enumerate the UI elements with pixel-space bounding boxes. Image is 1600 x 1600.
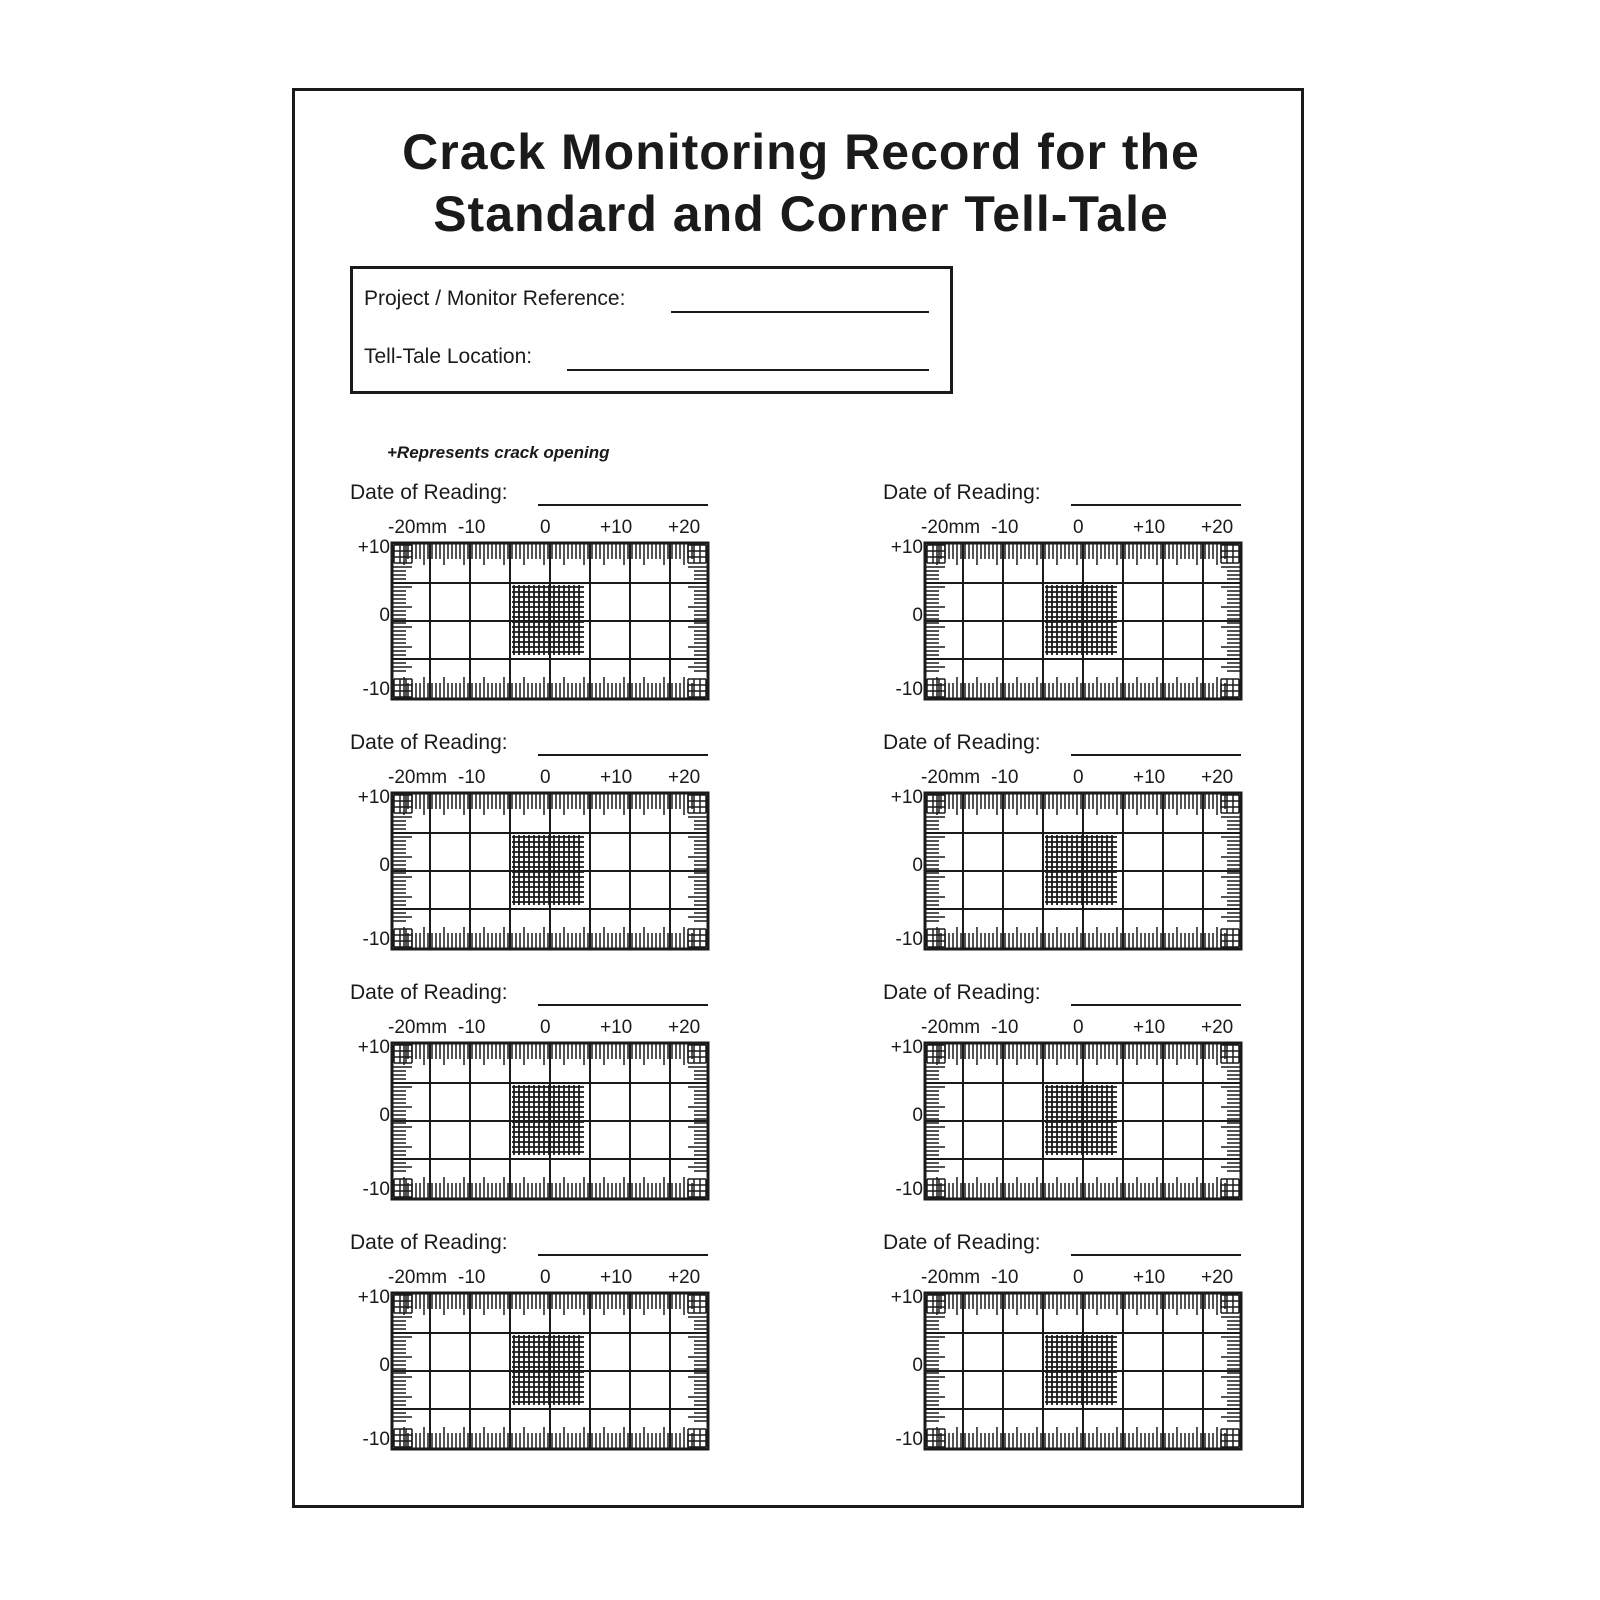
y-scale-tick-label: +10 (890, 1037, 923, 1058)
y-scale-tick-label: +10 (890, 787, 923, 808)
x-scale-tick-label: +10 (600, 1267, 633, 1288)
x-scale-tick-label: -10 (991, 1017, 1019, 1038)
tell-tale-grid-graphic (923, 1041, 1243, 1201)
x-scale-tick-label: 0 (1073, 1267, 1084, 1288)
x-scale-tick-label: +10 (1133, 767, 1166, 788)
x-scale-tick-label: -20mm (388, 1267, 448, 1288)
x-scale-tick-label: +20 (668, 1017, 701, 1038)
x-scale-tick-label: 0 (540, 1017, 551, 1038)
tell-tale-location-field[interactable] (567, 369, 929, 371)
date-of-reading-field[interactable] (1071, 1254, 1241, 1256)
x-scale-tick-label: +20 (668, 1267, 701, 1288)
title-line-1: Crack Monitoring Record for the (402, 124, 1200, 180)
y-scale-tick-label: -10 (362, 1179, 390, 1200)
x-scale-tick-label: -10 (991, 767, 1019, 788)
y-scale-tick-label: -10 (895, 1179, 923, 1200)
date-of-reading-field[interactable] (1071, 754, 1241, 756)
x-scale-tick-label: +20 (668, 517, 701, 538)
x-scale-tick-label: 0 (1073, 767, 1084, 788)
date-of-reading-label: Date of Reading: (883, 481, 1041, 504)
x-scale-tick-label: +20 (1201, 1267, 1234, 1288)
y-scale-tick-label: +10 (357, 1287, 390, 1308)
y-scale-tick-label: +10 (890, 1287, 923, 1308)
gauge-record-2 (883, 481, 1263, 717)
date-of-reading-label: Date of Reading: (350, 731, 508, 754)
x-scale-tick-label: -10 (991, 1267, 1019, 1288)
x-scale-tick-label: +10 (1133, 1267, 1166, 1288)
y-scale-tick-label: 0 (379, 1355, 390, 1376)
y-scale-tick-label: 0 (379, 855, 390, 876)
date-of-reading-label: Date of Reading: (350, 481, 508, 504)
x-scale-tick-label: -20mm (921, 517, 981, 538)
date-of-reading-label: Date of Reading: (883, 731, 1041, 754)
date-of-reading-field[interactable] (538, 1004, 708, 1006)
date-of-reading-field[interactable] (1071, 504, 1241, 506)
tell-tale-location-label: Tell-Tale Location: (364, 345, 533, 368)
x-scale-tick-label: -10 (458, 517, 486, 538)
x-scale-tick-label: -10 (458, 767, 486, 788)
y-scale-tick-label: +10 (357, 787, 390, 808)
x-scale-tick-label: +10 (1133, 517, 1166, 538)
y-scale-tick-label: 0 (912, 605, 923, 626)
x-scale-tick-label: +10 (600, 517, 633, 538)
x-scale-tick-label: +10 (600, 1017, 633, 1038)
gauge-record-1 (350, 481, 730, 717)
y-scale-tick-label: 0 (912, 855, 923, 876)
record-sheet (292, 88, 1304, 1508)
x-scale-tick-label: -20mm (388, 767, 448, 788)
gauge-record-5 (350, 981, 730, 1217)
date-of-reading-field[interactable] (538, 1254, 708, 1256)
x-scale-tick-label: 0 (540, 1267, 551, 1288)
date-of-reading-field[interactable] (1071, 1004, 1241, 1006)
x-scale-tick-label: +20 (668, 767, 701, 788)
tell-tale-grid-graphic (390, 1291, 710, 1451)
x-scale-tick-label: 0 (1073, 517, 1084, 538)
date-of-reading-label: Date of Reading: (350, 1231, 508, 1254)
x-scale-tick-label: -10 (458, 1267, 486, 1288)
project-reference-field[interactable] (671, 311, 929, 313)
date-of-reading-label: Date of Reading: (350, 981, 508, 1004)
y-scale-tick-label: 0 (379, 1105, 390, 1126)
gauge-record-6 (883, 981, 1263, 1217)
y-scale-tick-label: 0 (379, 605, 390, 626)
gauge-record-8 (883, 1231, 1263, 1467)
gauge-record-4 (883, 731, 1263, 967)
x-scale-tick-label: -20mm (388, 1017, 448, 1038)
x-scale-tick-label: 0 (1073, 1017, 1084, 1038)
page-title (295, 121, 1307, 245)
x-scale-tick-label: -20mm (921, 1017, 981, 1038)
x-scale-tick-label: +20 (1201, 1017, 1234, 1038)
x-scale-tick-label: +10 (600, 767, 633, 788)
date-of-reading-field[interactable] (538, 754, 708, 756)
x-scale-tick-label: +20 (1201, 517, 1234, 538)
x-scale-tick-label: 0 (540, 767, 551, 788)
x-scale-tick-label: +10 (1133, 1017, 1166, 1038)
x-scale-tick-label: -20mm (921, 767, 981, 788)
tell-tale-grid-graphic (390, 541, 710, 701)
date-of-reading-field[interactable] (538, 504, 708, 506)
reference-box (350, 266, 953, 394)
y-scale-tick-label: -10 (895, 1429, 923, 1450)
y-scale-tick-label: +10 (357, 537, 390, 558)
gauge-record-3 (350, 731, 730, 967)
y-scale-tick-label: 0 (912, 1355, 923, 1376)
y-scale-tick-label: -10 (362, 1429, 390, 1450)
gauge-record-7 (350, 1231, 730, 1467)
y-scale-tick-label: -10 (895, 679, 923, 700)
tell-tale-grid-graphic (390, 791, 710, 951)
x-scale-tick-label: +20 (1201, 767, 1234, 788)
y-scale-tick-label: -10 (362, 929, 390, 950)
x-scale-tick-label: -20mm (388, 517, 448, 538)
date-of-reading-label: Date of Reading: (883, 1231, 1041, 1254)
y-scale-tick-label: -10 (895, 929, 923, 950)
crack-opening-note: +Represents crack opening (387, 443, 610, 462)
x-scale-tick-label: -10 (991, 517, 1019, 538)
y-scale-tick-label: -10 (362, 679, 390, 700)
date-of-reading-label: Date of Reading: (883, 981, 1041, 1004)
x-scale-tick-label: -20mm (921, 1267, 981, 1288)
project-reference-label: Project / Monitor Reference: (364, 287, 626, 310)
y-scale-tick-label: 0 (912, 1105, 923, 1126)
tell-tale-grid-graphic (923, 1291, 1243, 1451)
title-line-2: Standard and Corner Tell-Tale (433, 186, 1169, 242)
tell-tale-grid-graphic (923, 791, 1243, 951)
x-scale-tick-label: -10 (458, 1017, 486, 1038)
x-scale-tick-label: 0 (540, 517, 551, 538)
tell-tale-grid-graphic (923, 541, 1243, 701)
y-scale-tick-label: +10 (357, 1037, 390, 1058)
y-scale-tick-label: +10 (890, 537, 923, 558)
tell-tale-grid-graphic (390, 1041, 710, 1201)
